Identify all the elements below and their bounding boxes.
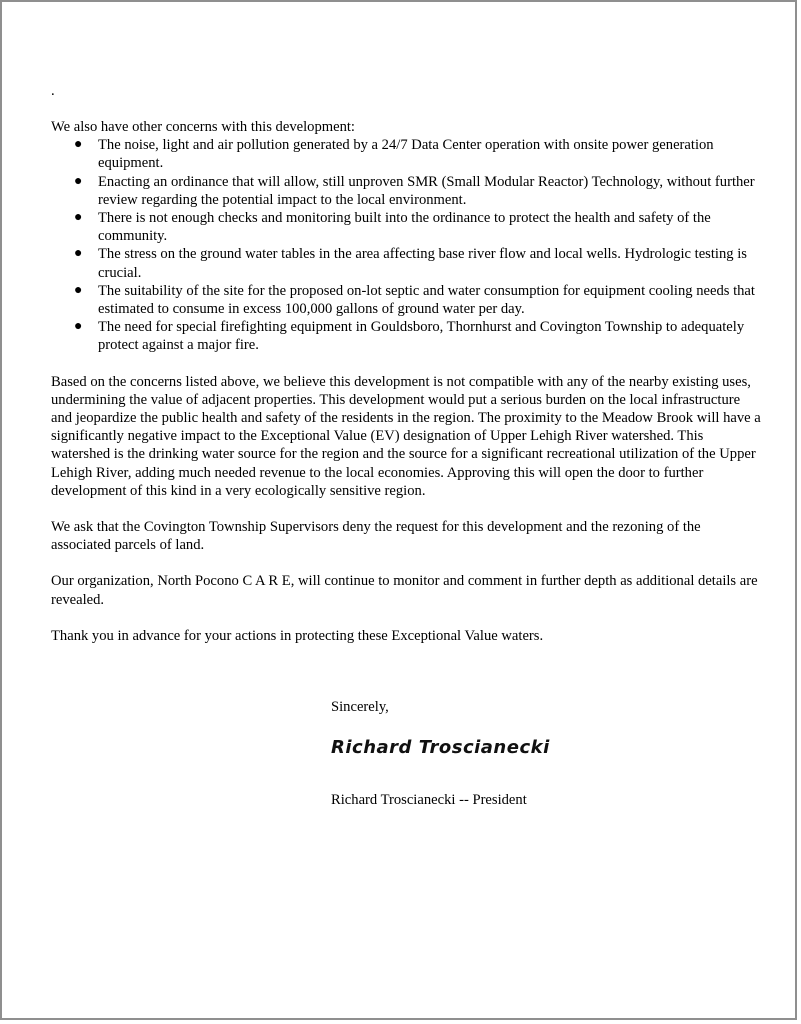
list-item-text: The need for special firefighting equipment in Gouldsboro, Thornhurst and Covington Township to adequately protect against a major fire. xyxy=(98,319,745,354)
leading-mark: . xyxy=(51,83,55,99)
list-item xyxy=(51,136,763,172)
bullet-icon: ● xyxy=(74,246,83,262)
closing: Sincerely, xyxy=(331,699,389,715)
bullet-icon: ● xyxy=(74,282,83,298)
bullet-icon: ● xyxy=(74,173,83,189)
list-item xyxy=(51,209,763,245)
signature: Richard Troscianecki xyxy=(331,737,550,758)
signer-line: Richard Troscianecki -- President xyxy=(331,792,527,808)
list-item xyxy=(51,245,763,281)
monitoring-paragraph: Our organization, North Pocono C A R E, will continue to monitor and comment in further depth as additional details are revealed. xyxy=(51,573,758,608)
list-item xyxy=(51,318,763,354)
list-item-text: The noise, light and air pollution generated by a 24/7 Data Center operation with onsite power generation equipment. xyxy=(98,137,714,172)
list-item-text: Enacting an ordinance that will allow, still unproven SMR (Small Modular Reactor) Technology, without further review regarding the potential impact to the local environment. xyxy=(98,173,755,208)
thanks-paragraph: Thank you in advance for your actions in protecting these Exceptional Value waters. xyxy=(51,627,544,644)
bullet-icon: ● xyxy=(74,210,83,226)
concerns-intro: We also have other concerns with this development: xyxy=(51,119,355,135)
concerns-list xyxy=(51,136,763,354)
list-item-text: The stress on the ground water tables in the area affecting base river flow and local wells. Hydrologic testing is crucial. xyxy=(98,246,747,281)
list-item-text: There is not enough checks and monitoring built into the ordinance to protect the health and safety of the community. xyxy=(98,210,711,245)
request-paragraph: We ask that the Covington Township Supervisors deny the request for this development and the rezoning of the associated parcels of land. xyxy=(51,519,701,554)
list-item-text: The suitability of the site for the proposed on-lot septic and water consumption for equipment cooling needs that estimated to consume in excess 100,000 gallons of ground water per day. xyxy=(98,282,755,318)
list-item xyxy=(51,282,763,318)
bullet-icon: ● xyxy=(74,319,83,335)
compatibility-paragraph: Based on the concerns listed above, we believe this development is not compatible with any of the nearby existing uses, undermining the value of adjacent properties. This development would put a serious burden on the local infrastructure and jeopardize the public health and safety of the residents in the region. The proximity to the Meadow Brook will have a significantly negative impact to the Exceptional Value (EV) designation of Upper Lehigh River watershed. This watershed is the drinking water source for the region and the source for a significant recreational utilization of the Upper Lehigh River, adding much needed revenue to the local economies. Approving this will open the door to further development of this kind in a very ecologically sensitive region. xyxy=(51,373,761,499)
list-item xyxy=(51,173,763,209)
letter-body xyxy=(51,82,763,663)
bullet-icon: ● xyxy=(74,137,83,153)
